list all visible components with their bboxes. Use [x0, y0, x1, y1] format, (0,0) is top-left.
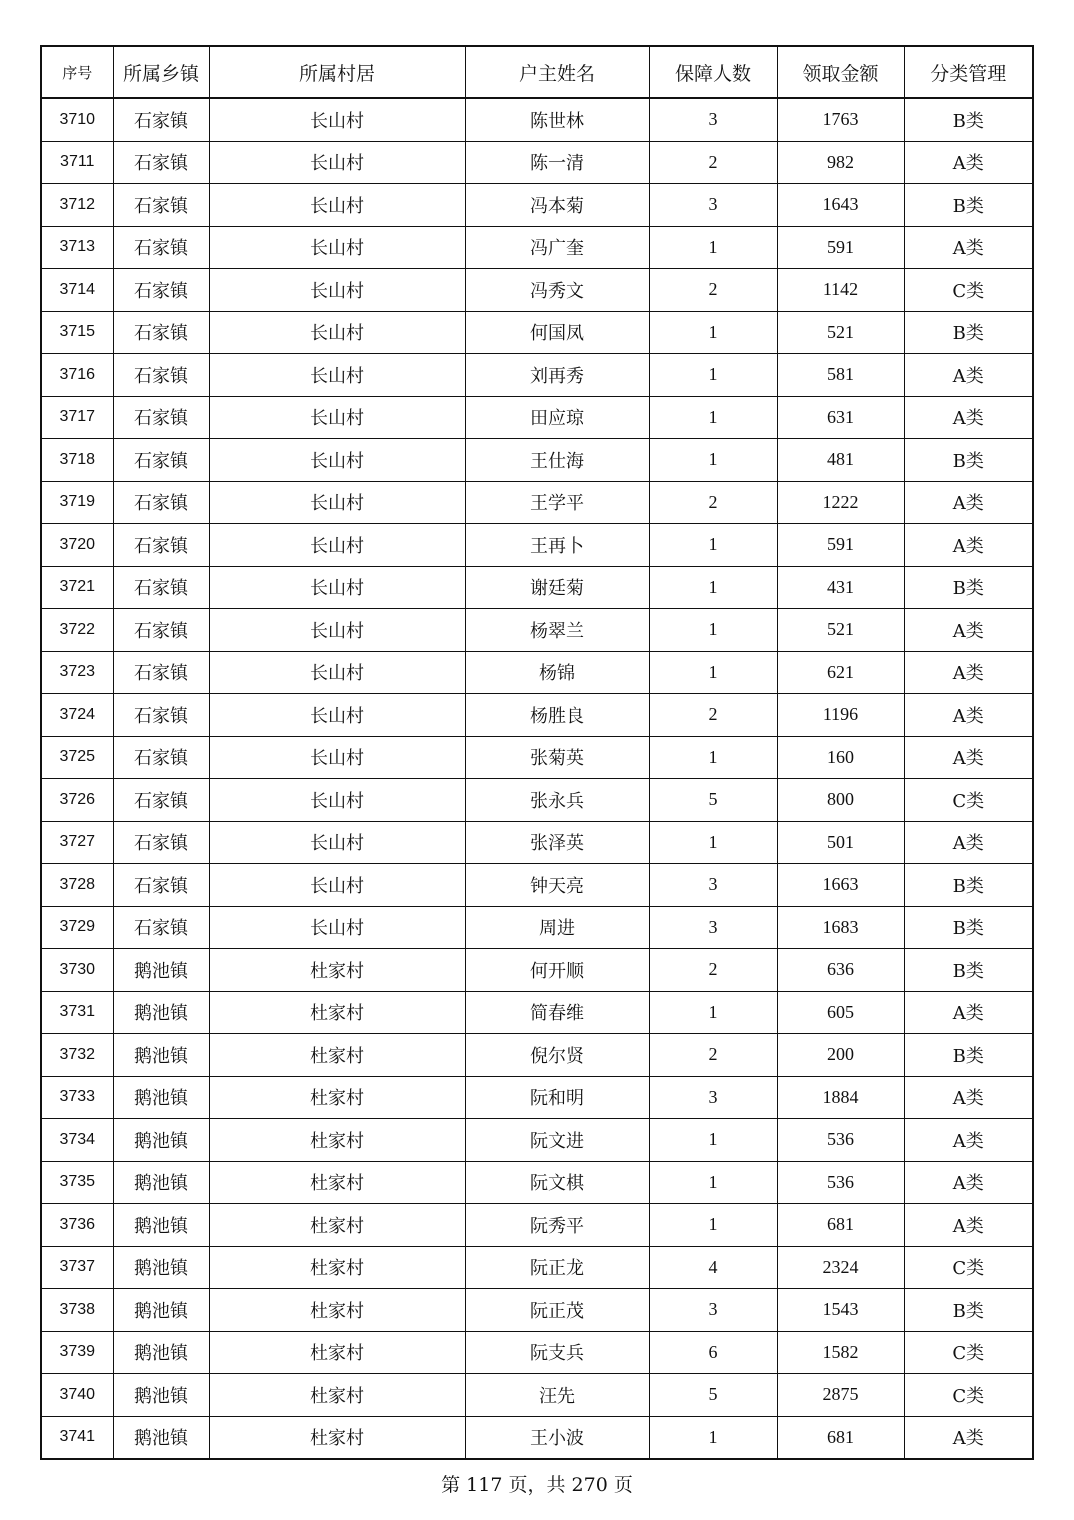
cell-seq: 3735 — [41, 1161, 113, 1204]
cell-amount: 2324 — [777, 1246, 904, 1289]
cell-township: 鹅池镇 — [113, 1246, 209, 1289]
cell-persons: 2 — [649, 949, 777, 992]
cell-village: 长山村 — [209, 269, 465, 312]
cell-householder: 刘再秀 — [465, 354, 649, 397]
cell-persons: 3 — [649, 1076, 777, 1119]
cell-township: 石家镇 — [113, 184, 209, 227]
cell-seq: 3728 — [41, 864, 113, 907]
cell-township: 鹅池镇 — [113, 949, 209, 992]
cell-amount: 521 — [777, 609, 904, 652]
cell-village: 长山村 — [209, 439, 465, 482]
table-row — [41, 1246, 1033, 1289]
table-row — [41, 439, 1033, 482]
cell-village: 长山村 — [209, 184, 465, 227]
cell-category: A类 — [904, 481, 1033, 524]
header-seq: 序号 — [41, 46, 113, 98]
cell-seq: 3722 — [41, 609, 113, 652]
cell-township: 鹅池镇 — [113, 1034, 209, 1077]
cell-category: B类 — [904, 1034, 1033, 1077]
table-row — [41, 651, 1033, 694]
cell-village: 长山村 — [209, 524, 465, 567]
cell-category: B类 — [904, 906, 1033, 949]
household-table — [40, 45, 1034, 1460]
cell-seq: 3716 — [41, 354, 113, 397]
cell-township: 石家镇 — [113, 651, 209, 694]
cell-householder: 杨胜良 — [465, 694, 649, 737]
cell-persons: 1 — [649, 354, 777, 397]
table-row — [41, 1331, 1033, 1374]
cell-seq: 3740 — [41, 1374, 113, 1417]
cell-persons: 1 — [649, 821, 777, 864]
page-number-text: 第 117 页，共 270 页 — [441, 1474, 633, 1496]
cell-township: 石家镇 — [113, 736, 209, 779]
cell-persons: 1 — [649, 1204, 777, 1247]
cell-village: 长山村 — [209, 736, 465, 779]
header-category: 分类管理 — [904, 46, 1033, 98]
cell-category: A类 — [904, 991, 1033, 1034]
table-row — [41, 1161, 1033, 1204]
cell-category: A类 — [904, 694, 1033, 737]
cell-category: A类 — [904, 1161, 1033, 1204]
cell-persons: 3 — [649, 864, 777, 907]
cell-village: 杜家村 — [209, 1204, 465, 1247]
table-row — [41, 609, 1033, 652]
table-row — [41, 566, 1033, 609]
cell-householder: 杨锦 — [465, 651, 649, 694]
cell-persons: 6 — [649, 1331, 777, 1374]
cell-amount: 631 — [777, 396, 904, 439]
cell-village: 杜家村 — [209, 1161, 465, 1204]
cell-seq: 3739 — [41, 1331, 113, 1374]
table-row — [41, 481, 1033, 524]
cell-village: 长山村 — [209, 141, 465, 184]
cell-category: A类 — [904, 609, 1033, 652]
cell-category: A类 — [904, 651, 1033, 694]
cell-householder: 冯秀文 — [465, 269, 649, 312]
cell-persons: 1 — [649, 1161, 777, 1204]
cell-seq: 3737 — [41, 1246, 113, 1289]
cell-amount: 681 — [777, 1416, 904, 1459]
cell-householder: 阮正茂 — [465, 1289, 649, 1332]
cell-township: 石家镇 — [113, 779, 209, 822]
cell-amount: 1643 — [777, 184, 904, 227]
table-row — [41, 779, 1033, 822]
cell-householder: 谢廷菊 — [465, 566, 649, 609]
table-row — [41, 991, 1033, 1034]
cell-seq: 3714 — [41, 269, 113, 312]
cell-persons: 1 — [649, 991, 777, 1034]
cell-seq: 3717 — [41, 396, 113, 439]
cell-township: 鹅池镇 — [113, 1204, 209, 1247]
cell-seq: 3732 — [41, 1034, 113, 1077]
cell-householder: 倪尔贤 — [465, 1034, 649, 1077]
cell-amount: 1222 — [777, 481, 904, 524]
cell-householder: 何开顺 — [465, 949, 649, 992]
table-row — [41, 311, 1033, 354]
cell-category: A类 — [904, 141, 1033, 184]
cell-amount: 1884 — [777, 1076, 904, 1119]
cell-seq: 3718 — [41, 439, 113, 482]
cell-township: 石家镇 — [113, 311, 209, 354]
cell-seq: 3713 — [41, 226, 113, 269]
cell-amount: 160 — [777, 736, 904, 779]
cell-category: B类 — [904, 439, 1033, 482]
cell-amount: 581 — [777, 354, 904, 397]
cell-township: 鹅池镇 — [113, 1374, 209, 1417]
header-township: 所属乡镇 — [113, 46, 209, 98]
table-body — [41, 98, 1033, 1459]
table-row — [41, 1034, 1033, 1077]
cell-village: 杜家村 — [209, 1331, 465, 1374]
cell-township: 石家镇 — [113, 566, 209, 609]
cell-persons: 1 — [649, 1416, 777, 1459]
table-row — [41, 906, 1033, 949]
cell-category: A类 — [904, 1119, 1033, 1162]
cell-category: A类 — [904, 1204, 1033, 1247]
cell-category: B类 — [904, 566, 1033, 609]
page-footer — [0, 1470, 1074, 1497]
table-row — [41, 1119, 1033, 1162]
table-row — [41, 524, 1033, 567]
cell-village: 长山村 — [209, 226, 465, 269]
cell-village: 长山村 — [209, 906, 465, 949]
cell-township: 石家镇 — [113, 269, 209, 312]
cell-seq: 3719 — [41, 481, 113, 524]
cell-category: A类 — [904, 736, 1033, 779]
cell-persons: 2 — [649, 141, 777, 184]
cell-amount: 591 — [777, 226, 904, 269]
cell-householder: 阮文进 — [465, 1119, 649, 1162]
cell-township: 石家镇 — [113, 609, 209, 652]
table-row — [41, 949, 1033, 992]
cell-persons: 2 — [649, 481, 777, 524]
cell-seq: 3734 — [41, 1119, 113, 1162]
table-row — [41, 269, 1033, 312]
cell-amount: 501 — [777, 821, 904, 864]
cell-amount: 1142 — [777, 269, 904, 312]
table-row — [41, 1204, 1033, 1247]
cell-category: A类 — [904, 524, 1033, 567]
table-row — [41, 141, 1033, 184]
cell-persons: 1 — [649, 651, 777, 694]
cell-amount: 431 — [777, 566, 904, 609]
cell-householder: 冯广奎 — [465, 226, 649, 269]
cell-amount: 1196 — [777, 694, 904, 737]
header-village: 所属村居 — [209, 46, 465, 98]
cell-seq: 3730 — [41, 949, 113, 992]
cell-seq: 3733 — [41, 1076, 113, 1119]
cell-township: 鹅池镇 — [113, 1119, 209, 1162]
cell-seq: 3721 — [41, 566, 113, 609]
cell-village: 长山村 — [209, 98, 465, 141]
cell-category: C类 — [904, 1331, 1033, 1374]
cell-householder: 王再卜 — [465, 524, 649, 567]
cell-township: 石家镇 — [113, 98, 209, 141]
cell-village: 杜家村 — [209, 1034, 465, 1077]
cell-householder: 钟天亮 — [465, 864, 649, 907]
cell-amount: 521 — [777, 311, 904, 354]
cell-category: B类 — [904, 98, 1033, 141]
cell-category: A类 — [904, 821, 1033, 864]
cell-householder: 何国凤 — [465, 311, 649, 354]
cell-seq: 3731 — [41, 991, 113, 1034]
cell-village: 杜家村 — [209, 1076, 465, 1119]
table-row — [41, 864, 1033, 907]
table-row — [41, 1374, 1033, 1417]
cell-village: 长山村 — [209, 864, 465, 907]
table-row — [41, 396, 1033, 439]
cell-seq: 3741 — [41, 1416, 113, 1459]
cell-seq: 3723 — [41, 651, 113, 694]
table-row — [41, 354, 1033, 397]
cell-township: 石家镇 — [113, 354, 209, 397]
cell-householder: 阮正龙 — [465, 1246, 649, 1289]
cell-persons: 5 — [649, 1374, 777, 1417]
cell-amount: 636 — [777, 949, 904, 992]
cell-village: 长山村 — [209, 566, 465, 609]
cell-seq: 3712 — [41, 184, 113, 227]
table-row — [41, 98, 1033, 141]
header-householder: 户主姓名 — [465, 46, 649, 98]
cell-seq: 3727 — [41, 821, 113, 864]
cell-persons: 1 — [649, 311, 777, 354]
cell-seq: 3738 — [41, 1289, 113, 1332]
table-row — [41, 184, 1033, 227]
cell-township: 石家镇 — [113, 481, 209, 524]
cell-seq: 3729 — [41, 906, 113, 949]
cell-category: C类 — [904, 779, 1033, 822]
cell-amount: 536 — [777, 1161, 904, 1204]
cell-village: 杜家村 — [209, 1416, 465, 1459]
cell-householder: 张菊英 — [465, 736, 649, 779]
cell-householder: 阮秀平 — [465, 1204, 649, 1247]
cell-householder: 陈一清 — [465, 141, 649, 184]
table-row — [41, 694, 1033, 737]
cell-persons: 1 — [649, 524, 777, 567]
cell-persons: 1 — [649, 226, 777, 269]
cell-village: 长山村 — [209, 651, 465, 694]
cell-township: 石家镇 — [113, 906, 209, 949]
header-amount: 领取金额 — [777, 46, 904, 98]
cell-village: 长山村 — [209, 396, 465, 439]
cell-category: A类 — [904, 396, 1033, 439]
cell-category: B类 — [904, 864, 1033, 907]
cell-village: 长山村 — [209, 821, 465, 864]
cell-persons: 1 — [649, 439, 777, 482]
cell-township: 石家镇 — [113, 864, 209, 907]
cell-village: 杜家村 — [209, 1374, 465, 1417]
cell-householder: 张永兵 — [465, 779, 649, 822]
table-row — [41, 226, 1033, 269]
cell-persons: 4 — [649, 1246, 777, 1289]
cell-amount: 1543 — [777, 1289, 904, 1332]
cell-amount: 605 — [777, 991, 904, 1034]
cell-amount: 1683 — [777, 906, 904, 949]
cell-seq: 3725 — [41, 736, 113, 779]
cell-category: A类 — [904, 1416, 1033, 1459]
cell-category: C类 — [904, 1374, 1033, 1417]
cell-category: A类 — [904, 1076, 1033, 1119]
cell-township: 石家镇 — [113, 141, 209, 184]
cell-persons: 3 — [649, 184, 777, 227]
cell-category: C类 — [904, 1246, 1033, 1289]
cell-householder: 冯本菊 — [465, 184, 649, 227]
cell-amount: 591 — [777, 524, 904, 567]
cell-householder: 张泽英 — [465, 821, 649, 864]
cell-householder: 阮支兵 — [465, 1331, 649, 1374]
cell-township: 石家镇 — [113, 821, 209, 864]
cell-householder: 阮文棋 — [465, 1161, 649, 1204]
table-row — [41, 1416, 1033, 1459]
cell-amount: 1763 — [777, 98, 904, 141]
cell-amount: 621 — [777, 651, 904, 694]
cell-amount: 681 — [777, 1204, 904, 1247]
cell-township: 石家镇 — [113, 396, 209, 439]
cell-householder: 王仕海 — [465, 439, 649, 482]
cell-persons: 3 — [649, 1289, 777, 1332]
cell-village: 杜家村 — [209, 1246, 465, 1289]
cell-amount: 2875 — [777, 1374, 904, 1417]
cell-amount: 800 — [777, 779, 904, 822]
cell-amount: 536 — [777, 1119, 904, 1162]
table-row — [41, 736, 1033, 779]
cell-persons: 2 — [649, 694, 777, 737]
cell-category: B类 — [904, 184, 1033, 227]
cell-persons: 2 — [649, 1034, 777, 1077]
cell-village: 长山村 — [209, 694, 465, 737]
cell-township: 鹅池镇 — [113, 1416, 209, 1459]
cell-village: 长山村 — [209, 609, 465, 652]
table-header-row — [41, 46, 1033, 98]
cell-householder: 周进 — [465, 906, 649, 949]
cell-village: 杜家村 — [209, 1119, 465, 1162]
cell-persons: 1 — [649, 396, 777, 439]
cell-village: 杜家村 — [209, 991, 465, 1034]
cell-township: 石家镇 — [113, 524, 209, 567]
cell-persons: 2 — [649, 269, 777, 312]
cell-persons: 3 — [649, 98, 777, 141]
cell-seq: 3736 — [41, 1204, 113, 1247]
cell-village: 长山村 — [209, 354, 465, 397]
cell-category: A类 — [904, 226, 1033, 269]
header-persons: 保障人数 — [649, 46, 777, 98]
cell-householder: 杨翠兰 — [465, 609, 649, 652]
cell-township: 石家镇 — [113, 694, 209, 737]
cell-householder: 陈世林 — [465, 98, 649, 141]
cell-householder: 汪先 — [465, 1374, 649, 1417]
cell-township: 石家镇 — [113, 439, 209, 482]
cell-householder: 阮和明 — [465, 1076, 649, 1119]
cell-village: 长山村 — [209, 779, 465, 822]
cell-seq: 3711 — [41, 141, 113, 184]
cell-category: C类 — [904, 269, 1033, 312]
cell-persons: 1 — [649, 566, 777, 609]
cell-seq: 3715 — [41, 311, 113, 354]
cell-persons: 3 — [649, 906, 777, 949]
cell-householder: 田应琼 — [465, 396, 649, 439]
cell-township: 鹅池镇 — [113, 991, 209, 1034]
cell-amount: 481 — [777, 439, 904, 482]
cell-village: 长山村 — [209, 311, 465, 354]
cell-category: A类 — [904, 354, 1033, 397]
cell-category: B类 — [904, 311, 1033, 354]
cell-householder: 王学平 — [465, 481, 649, 524]
table-row — [41, 1076, 1033, 1119]
table-row — [41, 821, 1033, 864]
table-row — [41, 1289, 1033, 1332]
cell-seq: 3710 — [41, 98, 113, 141]
cell-persons: 1 — [649, 609, 777, 652]
cell-village: 杜家村 — [209, 1289, 465, 1332]
cell-category: B类 — [904, 1289, 1033, 1332]
cell-householder: 王小波 — [465, 1416, 649, 1459]
cell-township: 鹅池镇 — [113, 1289, 209, 1332]
cell-householder: 简春维 — [465, 991, 649, 1034]
cell-persons: 1 — [649, 1119, 777, 1162]
cell-township: 鹅池镇 — [113, 1076, 209, 1119]
cell-persons: 1 — [649, 736, 777, 779]
cell-amount: 1582 — [777, 1331, 904, 1374]
cell-seq: 3720 — [41, 524, 113, 567]
cell-amount: 982 — [777, 141, 904, 184]
cell-village: 杜家村 — [209, 949, 465, 992]
cell-village: 长山村 — [209, 481, 465, 524]
cell-amount: 200 — [777, 1034, 904, 1077]
cell-seq: 3726 — [41, 779, 113, 822]
cell-amount: 1663 — [777, 864, 904, 907]
cell-category: B类 — [904, 949, 1033, 992]
cell-seq: 3724 — [41, 694, 113, 737]
cell-persons: 5 — [649, 779, 777, 822]
cell-township: 鹅池镇 — [113, 1161, 209, 1204]
cell-township: 鹅池镇 — [113, 1331, 209, 1374]
cell-township: 石家镇 — [113, 226, 209, 269]
